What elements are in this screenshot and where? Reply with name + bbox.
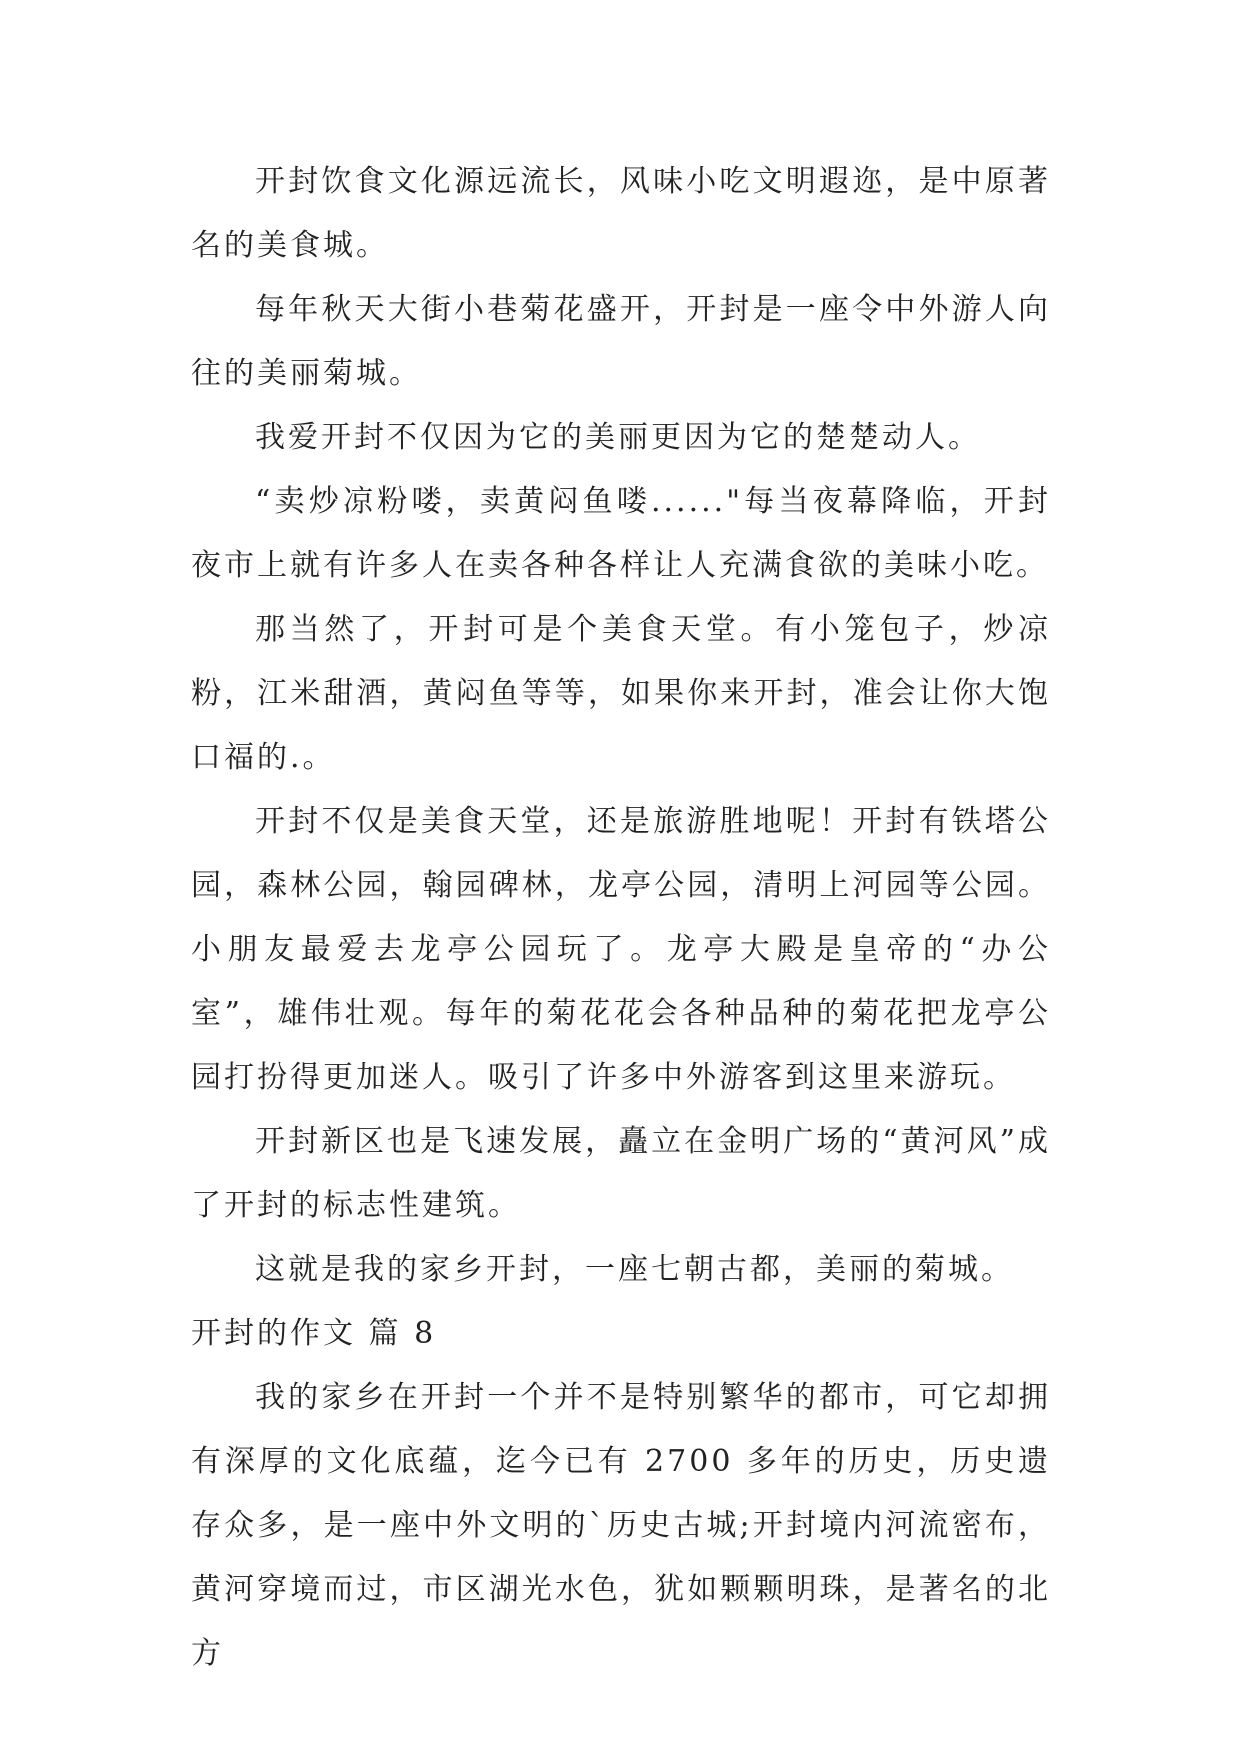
paragraph: “卖炒凉粉喽，卖黄闷鱼喽......"每当夜幕降临，开封夜市上就有许多人在卖各种各样让人充满食欲的美味小吃。 <box>191 484 1051 583</box>
section-title: 开封的作文 篇 8 <box>191 1316 437 1351</box>
document-page <box>191 150 1051 1686</box>
paragraph: 开封不仅是美食天堂，还是旅游胜地呢！开封有铁塔公园，森林公园，翰园碑林，龙亭公园，清明上河园等公园。小朋友最爱去龙亭公园玩了。龙亭大殿是皇帝的“办公室”，雄伟壮观。每年的菊花花会各种品种的菊花把龙亭公园打扮得更加迷人。吸引了许多中外游客到这里来游玩。 <box>191 804 1051 1095</box>
paragraph: 我的家乡在开封一个并不是特别繁华的都市，可它却拥有深厚的文化底蕴，迄今已有 2700 多年的历史，历史遗存众多，是一座中外文明的`历史古城;开封境内河流密布，黄河穿境而过，市区湖光水色，犹如颗颗明珠，是著名的北方 <box>191 1380 1051 1671</box>
paragraph: 这就是我的家乡开封，一座七朝古都，美丽的菊城。 <box>255 1252 1014 1287</box>
paragraph: 那当然了，开封可是个美食天堂。有小笼包子，炒凉粉，江米甜酒，黄闷鱼等等，如果你来开封，准会让你大饱口福的.。 <box>191 612 1051 775</box>
paragraph: 开封新区也是飞速发展，矗立在金明广场的“黄河风”成了开封的标志性建筑。 <box>191 1124 1051 1223</box>
paragraph: 我爱开封不仅因为它的美丽更因为它的楚楚动人。 <box>255 420 981 455</box>
paragraph: 每年秋天大街小巷菊花盛开，开封是一座令中外游人向往的美丽菊城。 <box>191 292 1051 391</box>
paragraph: 开封饮食文化源远流长，风味小吃文明遐迩，是中原著名的美食城。 <box>191 164 1051 263</box>
